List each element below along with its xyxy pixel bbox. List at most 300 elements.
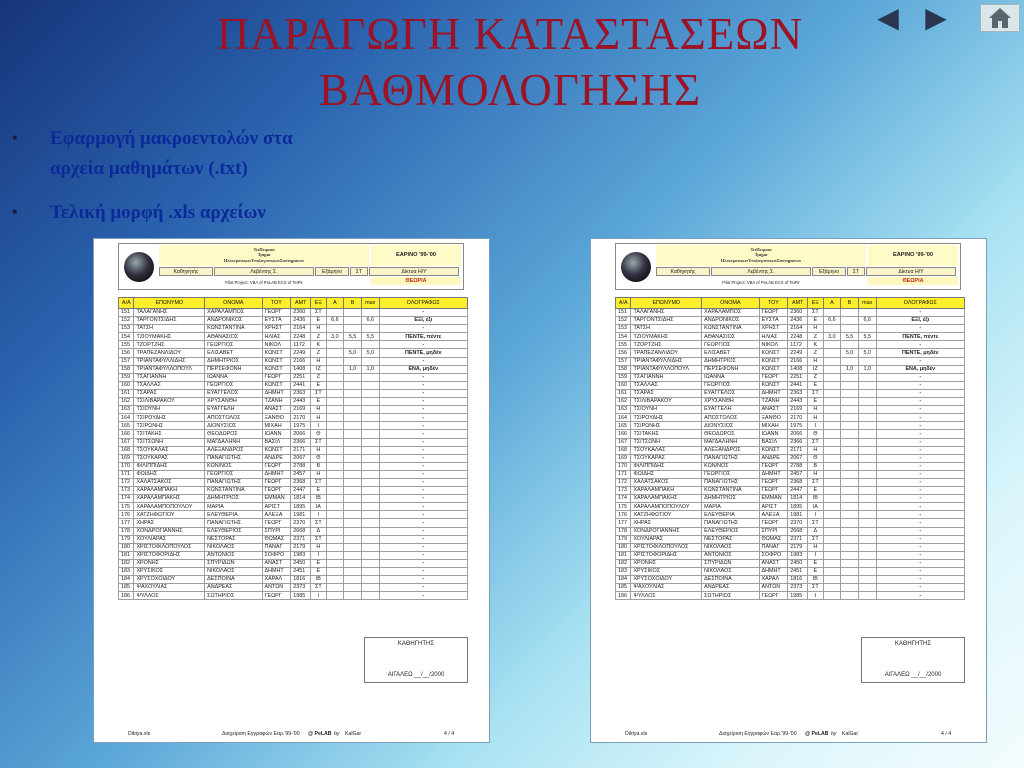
table-cell: 158 bbox=[119, 365, 134, 373]
table-cell: Ε bbox=[311, 487, 326, 495]
table-cell: ΧΑΡΑΛΑΜΠΟΠΟΥΛΟΥ bbox=[134, 503, 205, 511]
table-cell: ΨΑΧΟΥΛΙΑΣ bbox=[631, 584, 702, 592]
table-cell bbox=[841, 568, 859, 576]
table-cell: 2443 bbox=[788, 398, 808, 406]
table-cell: - bbox=[876, 470, 964, 478]
table-cell bbox=[326, 535, 344, 543]
table-cell: - bbox=[876, 381, 964, 389]
table-row bbox=[119, 543, 468, 551]
table-cell: ΓΕΩΡΓΙΟΣ bbox=[205, 341, 262, 349]
home-icon[interactable] bbox=[980, 4, 1020, 32]
table-cell: 153 bbox=[119, 325, 134, 333]
table-cell bbox=[361, 389, 379, 397]
table-row bbox=[616, 527, 965, 535]
table-cell: 2164 bbox=[788, 325, 808, 333]
table-cell bbox=[841, 519, 859, 527]
table-cell: ΣΤ bbox=[311, 389, 326, 397]
signature-box: ΚΑΘΗΓΗΤΗΣ ΑΙΓΑΛΕΩ __/__/2000 bbox=[861, 637, 965, 683]
table-row bbox=[616, 325, 965, 333]
table-row bbox=[616, 430, 965, 438]
table-cell: 1816 bbox=[788, 576, 808, 584]
table-cell bbox=[841, 446, 859, 454]
table-cell: ΤΣΙΡΟΥΔΗΣ bbox=[134, 414, 205, 422]
table-cell bbox=[361, 478, 379, 486]
table-cell: ΧΡΗΣΤ bbox=[262, 325, 291, 333]
table-cell: - bbox=[379, 398, 467, 406]
table-cell: ΕΛΕΥΘΕΡΙΑ bbox=[205, 511, 262, 519]
table-cell: 2066 bbox=[291, 430, 311, 438]
column-header: ΟΝΟΜΑ bbox=[702, 298, 759, 309]
table-cell bbox=[344, 309, 362, 317]
table-cell bbox=[841, 389, 859, 397]
table-cell bbox=[858, 381, 876, 389]
table-cell: 165 bbox=[616, 422, 631, 430]
table-cell: ΦΩΙΔΗΣ bbox=[631, 470, 702, 478]
table-cell: ΙΒ bbox=[311, 495, 326, 503]
table-cell bbox=[344, 519, 362, 527]
table-cell: Ε bbox=[808, 559, 823, 567]
table-cell: ΔΗΜΗΤ bbox=[759, 568, 788, 576]
grades-table bbox=[615, 297, 965, 600]
table-row bbox=[616, 317, 965, 325]
table-cell: Θ bbox=[311, 454, 326, 462]
table-cell bbox=[361, 414, 379, 422]
table-cell: ΓΕΩΡΓΙΟΣ bbox=[702, 381, 759, 389]
table-cell: 2457 bbox=[788, 470, 808, 478]
table-cell: 2451 bbox=[788, 568, 808, 576]
table-row bbox=[616, 478, 965, 486]
table-cell: ΤΑΤΣΗ bbox=[134, 325, 205, 333]
table-cell: ΤΑΡΓΟΝΤΣΙΔΗΣ bbox=[134, 317, 205, 325]
table-row bbox=[119, 470, 468, 478]
table-cell bbox=[344, 503, 362, 511]
table-cell: 2248 bbox=[788, 333, 808, 341]
table-cell bbox=[823, 559, 841, 567]
table-row bbox=[616, 543, 965, 551]
table-cell: ΓΕΩΡΓ bbox=[759, 373, 788, 381]
table-cell: - bbox=[876, 535, 964, 543]
table-cell bbox=[858, 389, 876, 397]
table-row bbox=[616, 341, 965, 349]
table-cell: - bbox=[876, 422, 964, 430]
institution-block: ΤειΠειραια Τμημα ΗλεκτρονικωνΥπολογιστικωνΣυστηματων bbox=[159, 245, 369, 266]
table-cell bbox=[344, 487, 362, 495]
column-header: ΟΛΟΓΡΑΦΩΣ bbox=[876, 298, 964, 309]
table-cell: ΤΣΙΤΣΩΝΗ bbox=[134, 438, 205, 446]
table-cell bbox=[326, 478, 344, 486]
table-cell: ΤΣΑΡΑΣ bbox=[134, 389, 205, 397]
table-cell bbox=[858, 414, 876, 422]
semester-label: ΕΑΡΙΝΟ '99-'00 bbox=[371, 245, 461, 266]
table-cell bbox=[326, 373, 344, 381]
table-cell: ΓΕΩΡΓ bbox=[759, 487, 788, 495]
table-row bbox=[119, 495, 468, 503]
table-row bbox=[119, 478, 468, 486]
table-cell: ΧΟΝΔΡΟΓΙΑΝΝΗΣ bbox=[631, 527, 702, 535]
table-cell: 178 bbox=[119, 527, 134, 535]
table-cell bbox=[841, 309, 859, 317]
table-cell: 2179 bbox=[788, 543, 808, 551]
table-cell: Η bbox=[808, 414, 823, 422]
table-cell bbox=[823, 568, 841, 576]
table-cell: - bbox=[379, 422, 467, 430]
table-cell: ΧΑΡΑΛΑΜΠΟΣ bbox=[702, 309, 759, 317]
table-row bbox=[616, 503, 965, 511]
table-cell: 2067 bbox=[291, 454, 311, 462]
table-cell: 186 bbox=[616, 592, 631, 600]
table-cell bbox=[361, 568, 379, 576]
table-cell bbox=[344, 543, 362, 551]
table-cell: 5,5 bbox=[858, 333, 876, 341]
table-cell: ΔΗΜΗΤΡΙΟΣ bbox=[702, 495, 759, 503]
table-cell: 1814 bbox=[788, 495, 808, 503]
table-cell bbox=[344, 592, 362, 600]
table-cell: - bbox=[379, 462, 467, 470]
table-cell: - bbox=[379, 325, 467, 333]
table-cell: Η bbox=[311, 406, 326, 414]
table-cell: ΤΣΑΡΑΣ bbox=[631, 389, 702, 397]
table-cell bbox=[344, 511, 362, 519]
table-cell: - bbox=[876, 551, 964, 559]
table-cell: ΣΤ bbox=[808, 535, 823, 543]
table-cell: 1895 bbox=[291, 503, 311, 511]
table-cell: 1975 bbox=[788, 422, 808, 430]
table-cell: ΓΕΩΡΓΙΟΣ bbox=[702, 470, 759, 478]
next-arrow-icon[interactable]: ▶ bbox=[925, 3, 947, 34]
table-cell bbox=[326, 309, 344, 317]
table-cell: ΣΤ bbox=[808, 309, 823, 317]
table-cell bbox=[361, 357, 379, 365]
table-cell bbox=[361, 406, 379, 414]
table-row bbox=[616, 495, 965, 503]
column-header: ΕΠΩΝΥΜΟ bbox=[134, 298, 205, 309]
table-cell bbox=[326, 325, 344, 333]
table-cell: ΙΩΑΝΝΑ bbox=[205, 373, 262, 381]
table-cell: ΣΩΤΗΡΙΟΣ bbox=[702, 592, 759, 600]
table-cell: 168 bbox=[119, 446, 134, 454]
table-cell: 2164 bbox=[291, 325, 311, 333]
table-cell bbox=[823, 398, 841, 406]
table-cell bbox=[361, 487, 379, 495]
table-cell: Ι bbox=[808, 592, 823, 600]
sheet-footer: Diktya.xls Διαχείριση Εγγραφών Εαρ.'99-'00 @ PeLAB by KalGar 4 / 4 bbox=[128, 731, 455, 737]
table-cell: 2171 bbox=[788, 446, 808, 454]
table-cell: 2447 bbox=[291, 487, 311, 495]
sheet-footer: Diktya.xls Διαχείριση Εγγραφών Εαρ.'99-'00 @ PeLAB by KalGar 4 / 4 bbox=[625, 731, 952, 737]
table-cell bbox=[344, 462, 362, 470]
table-cell: 182 bbox=[119, 559, 134, 567]
table-cell: ΑΘΑΝΑΣΙΟΣ bbox=[205, 333, 262, 341]
table-cell: ΧΑΡΑΛ bbox=[759, 576, 788, 584]
table-cell: - bbox=[876, 592, 964, 600]
table-cell: ΤΖΙΟΥΜΑΚΗΣ bbox=[134, 333, 205, 341]
table-cell bbox=[823, 341, 841, 349]
table-cell: 165 bbox=[119, 422, 134, 430]
table-cell bbox=[823, 576, 841, 584]
table-row bbox=[616, 487, 965, 495]
table-cell bbox=[361, 341, 379, 349]
table-cell: ΠΑΝΑΓΙΩΤΗΣ bbox=[702, 478, 759, 486]
table-cell: ΤΣΑΓΙΑΝΝΗ bbox=[631, 373, 702, 381]
table-cell bbox=[326, 454, 344, 462]
table-cell: 168 bbox=[616, 446, 631, 454]
table-cell bbox=[326, 446, 344, 454]
table-cell: 171 bbox=[119, 470, 134, 478]
table-cell: 152 bbox=[616, 317, 631, 325]
table-cell: 2436 bbox=[291, 317, 311, 325]
table-cell: ΑΡΙΣΤ bbox=[262, 503, 291, 511]
table-cell: ΑΝΔΡΕ bbox=[759, 454, 788, 462]
table-cell: ΝΙΚΟΛ bbox=[262, 341, 291, 349]
table-cell bbox=[823, 373, 841, 381]
table-cell: 176 bbox=[119, 511, 134, 519]
table-cell bbox=[361, 503, 379, 511]
table-cell: ΕΝΑ, μηδέν bbox=[876, 365, 964, 373]
table-cell: ΣΤ bbox=[311, 478, 326, 486]
table-cell: Δ bbox=[808, 527, 823, 535]
table-cell: ΤΣΟΥΚΑΡΑΣ bbox=[631, 454, 702, 462]
table-cell: ΧΟΥΛΙΑΡΑΣ bbox=[134, 535, 205, 543]
table-cell: 3,0 bbox=[823, 333, 841, 341]
table-row bbox=[119, 511, 468, 519]
table-cell bbox=[344, 535, 362, 543]
table-cell: 2371 bbox=[788, 535, 808, 543]
table-cell: ΤΣΙΤΑΚΗΣ bbox=[631, 430, 702, 438]
table-row bbox=[119, 576, 468, 584]
table-cell: ΕΥΑΓΓΕΛΟΣ bbox=[205, 389, 262, 397]
table-cell: ΣΤ bbox=[808, 478, 823, 486]
table-cell: - bbox=[876, 357, 964, 365]
table-cell: ΕΥΑΓΓΕΛΟΣ bbox=[702, 389, 759, 397]
table-cell bbox=[361, 446, 379, 454]
table-cell bbox=[823, 349, 841, 357]
table-cell: ΓΕΩΡΓ bbox=[759, 519, 788, 527]
table-cell: ΧΑΡΑΛ bbox=[262, 576, 291, 584]
table-cell: - bbox=[876, 406, 964, 414]
table-cell: ΚΩΝΣΤ bbox=[759, 381, 788, 389]
table-cell: Ι bbox=[311, 422, 326, 430]
table-cell bbox=[326, 584, 344, 592]
table-cell: ΝΙΚΟΛΑΟΣ bbox=[702, 543, 759, 551]
table-cell: ΞΑΝΘΟ bbox=[759, 414, 788, 422]
table-cell: Θ bbox=[311, 430, 326, 438]
table-cell: ΙΖ bbox=[311, 365, 326, 373]
table-row bbox=[616, 454, 965, 462]
table-cell: 6,6 bbox=[326, 317, 344, 325]
table-cell bbox=[823, 430, 841, 438]
table-cell: ΠΑΝΑΓΙΩΤΗΣ bbox=[205, 454, 262, 462]
table-cell: Θ bbox=[808, 454, 823, 462]
table-cell: - bbox=[876, 503, 964, 511]
table-cell: ΧΑΡΑΛΑΜΠΑΚΗΣ bbox=[134, 495, 205, 503]
table-cell: - bbox=[876, 389, 964, 397]
table-row bbox=[616, 462, 965, 470]
table-cell: ΤΑΛΑΓΑΝΗΣ bbox=[134, 309, 205, 317]
table-cell: ΘΩΜΑΣ bbox=[759, 535, 788, 543]
table-cell: ΕΛΙΣΑΒΕΤ bbox=[702, 349, 759, 357]
table-cell: ΤΡΙΑΝΤΑΦΥΛΛΟΠΟΥΛ bbox=[631, 365, 702, 373]
table-cell bbox=[841, 584, 859, 592]
table-cell: ΜΙΧΑΗ bbox=[759, 422, 788, 430]
table-cell: 1172 bbox=[788, 341, 808, 349]
table-cell: ΣΤ bbox=[311, 519, 326, 527]
table-cell bbox=[858, 535, 876, 543]
table-row bbox=[119, 341, 468, 349]
table-cell bbox=[361, 592, 379, 600]
table-cell: ΚΩΝΣΤΑΝΤΙΝΑ bbox=[205, 325, 262, 333]
table-cell: 2788 bbox=[788, 462, 808, 470]
table-cell: 6,6 bbox=[858, 317, 876, 325]
table-cell bbox=[841, 503, 859, 511]
table-cell: 5,0 bbox=[361, 349, 379, 357]
table-cell: ΤΑΛΑΓΑΝΗΣ bbox=[631, 309, 702, 317]
table-cell: 171 bbox=[616, 470, 631, 478]
table-cell: ΦΙΛΙΠΠΙΔΗΣ bbox=[631, 462, 702, 470]
project-note: Pilot Project: VBA of PeLAB ECS of TeiPir bbox=[225, 280, 303, 285]
table-cell: - bbox=[876, 414, 964, 422]
table-row bbox=[119, 454, 468, 462]
table-cell: Ε bbox=[311, 381, 326, 389]
table-cell: ΧΡΥΣΑΝΘΗ bbox=[205, 398, 262, 406]
table-cell: Θ bbox=[808, 430, 823, 438]
table-cell bbox=[361, 584, 379, 592]
table-cell bbox=[823, 503, 841, 511]
table-cell: ΣΤ bbox=[808, 519, 823, 527]
table-cell bbox=[344, 495, 362, 503]
table-cell: ΑΝΑΣΤ bbox=[759, 406, 788, 414]
table-cell: ΚΩΝΣΤ bbox=[759, 365, 788, 373]
table-cell bbox=[858, 309, 876, 317]
table-row bbox=[616, 349, 965, 357]
table-cell: - bbox=[876, 454, 964, 462]
table-cell: Ι bbox=[808, 511, 823, 519]
table-cell: ΜΑΡΙΑ bbox=[702, 503, 759, 511]
table-cell: Η bbox=[311, 414, 326, 422]
table-row bbox=[616, 406, 965, 414]
table-cell bbox=[858, 559, 876, 567]
column-header: Α bbox=[823, 298, 841, 309]
table-cell bbox=[361, 559, 379, 567]
table-cell bbox=[841, 576, 859, 584]
table-cell bbox=[841, 414, 859, 422]
table-cell: 5,0 bbox=[344, 349, 362, 357]
table-cell: 5,5 bbox=[361, 333, 379, 341]
table-cell bbox=[326, 495, 344, 503]
table-cell bbox=[344, 527, 362, 535]
table-cell: ΧΑΛΑΤΣΑΚΟΣ bbox=[631, 478, 702, 486]
table-cell bbox=[326, 543, 344, 551]
table-cell: ΑΝΔΡΕΑΣ bbox=[702, 584, 759, 592]
table-cell: 2170 bbox=[291, 414, 311, 422]
table-cell bbox=[326, 470, 344, 478]
table-cell: 2166 bbox=[291, 357, 311, 365]
table-cell: 2067 bbox=[788, 454, 808, 462]
table-cell: ΣΤ bbox=[311, 309, 326, 317]
table-cell: ΠΕΡΣΕΦΟΝΗ bbox=[702, 365, 759, 373]
table-cell: ΚΩΝΣΤ bbox=[262, 381, 291, 389]
table-cell: 164 bbox=[616, 414, 631, 422]
column-header: ΑΜΤ bbox=[291, 298, 311, 309]
table-cell bbox=[858, 487, 876, 495]
table-cell bbox=[823, 438, 841, 446]
table-cell: 2450 bbox=[788, 559, 808, 567]
column-header: Α/Α bbox=[119, 298, 134, 309]
table-cell: 2249 bbox=[788, 349, 808, 357]
table-row bbox=[616, 333, 965, 341]
prev-arrow-icon[interactable]: ◀ bbox=[877, 3, 899, 34]
table-cell: Ε bbox=[311, 317, 326, 325]
table-cell bbox=[858, 373, 876, 381]
table-cell: - bbox=[379, 592, 467, 600]
table-cell: ΣΤ bbox=[808, 389, 823, 397]
table-cell: 1,0 bbox=[344, 365, 362, 373]
table-cell: - bbox=[379, 454, 467, 462]
table-cell: - bbox=[876, 511, 964, 519]
sheet-header bbox=[118, 243, 464, 290]
table-cell: Ζ bbox=[808, 373, 823, 381]
table-cell: ΑΝΤΩΝΙΟΣ bbox=[702, 551, 759, 559]
table-cell: 2368 bbox=[788, 478, 808, 486]
table-cell: ΧΗΡΑΣ bbox=[631, 519, 702, 527]
table-cell bbox=[823, 478, 841, 486]
table-row bbox=[616, 592, 965, 600]
table-cell: 153 bbox=[616, 325, 631, 333]
table-row bbox=[119, 398, 468, 406]
table-cell: ΙΑ bbox=[311, 503, 326, 511]
table-row bbox=[119, 559, 468, 567]
table-cell: ΧΡΥΣΙΚΟΣ bbox=[631, 568, 702, 576]
table-cell: ΑΝΤΩΝ bbox=[759, 584, 788, 592]
table-cell: 163 bbox=[616, 406, 631, 414]
table-row bbox=[119, 349, 468, 357]
table-cell bbox=[823, 535, 841, 543]
table-cell: ΚΩΝΣΤ bbox=[759, 357, 788, 365]
table-cell: ΚΩΝΣΤΑΝΤΙΝΑ bbox=[702, 325, 759, 333]
table-cell: Ε bbox=[808, 317, 823, 325]
table-cell bbox=[344, 470, 362, 478]
table-cell: ΓΕΩΡΓ bbox=[759, 462, 788, 470]
table-cell: ΕΝΑ, μηδέν bbox=[379, 365, 467, 373]
table-cell: 2371 bbox=[291, 535, 311, 543]
table-cell: ΧΡΙΣΤΟΦΟΡΙΔΗΣ bbox=[134, 551, 205, 559]
table-cell: 1,0 bbox=[361, 365, 379, 373]
column-header: Β bbox=[841, 298, 859, 309]
table-cell: 155 bbox=[616, 341, 631, 349]
table-row bbox=[119, 430, 468, 438]
table-cell bbox=[823, 365, 841, 373]
table-cell: ΔΗΜΗΤ bbox=[759, 389, 788, 397]
table-cell: ΑΝΔΡΟΝΙΚΟΣ bbox=[702, 317, 759, 325]
table-cell: ΤΣΑΛΛΑΣ bbox=[631, 381, 702, 389]
table-cell: - bbox=[876, 398, 964, 406]
table-cell: ΧΡΥΣΙΚΟΣ bbox=[134, 568, 205, 576]
table-cell: 1985 bbox=[291, 592, 311, 600]
table-cell: 2366 bbox=[291, 438, 311, 446]
column-header: ΕΞ bbox=[311, 298, 326, 309]
column-header: ΑΜΤ bbox=[788, 298, 808, 309]
table-cell: ΧΗΡΑΣ bbox=[134, 519, 205, 527]
sheet-header bbox=[615, 243, 961, 290]
column-header: ΕΠΩΝΥΜΟ bbox=[631, 298, 702, 309]
table-row bbox=[616, 373, 965, 381]
table-cell: ΨΥΛΛΟΣ bbox=[631, 592, 702, 600]
table-cell: ΑΝΑΣΤ bbox=[262, 559, 291, 567]
table-cell: - bbox=[876, 519, 964, 527]
table-cell bbox=[326, 414, 344, 422]
table-cell: ΞΑΝΘΟ bbox=[262, 414, 291, 422]
table-cell bbox=[326, 430, 344, 438]
table-row bbox=[119, 373, 468, 381]
